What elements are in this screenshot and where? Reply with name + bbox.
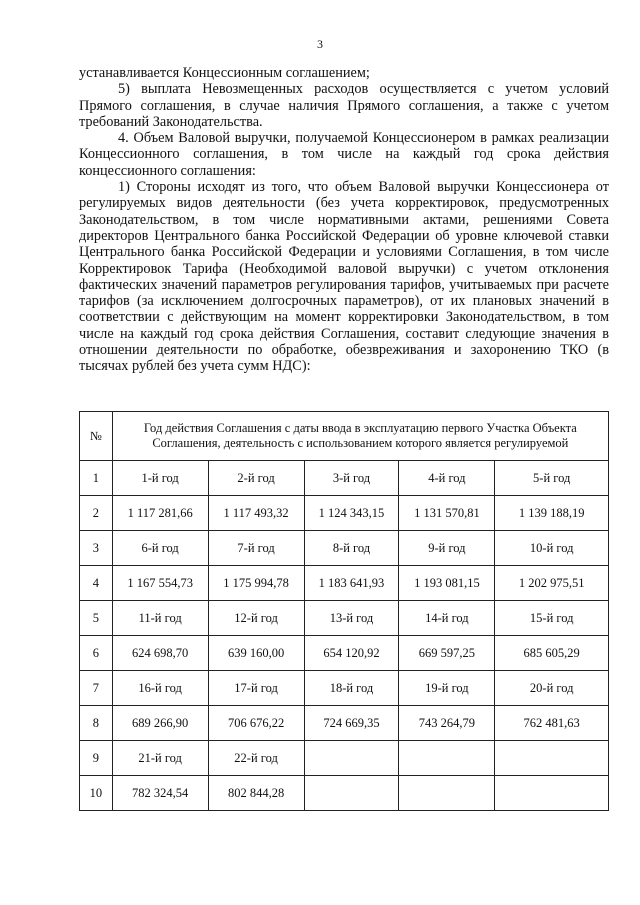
table-row — [80, 531, 609, 566]
row-number: 4 — [80, 566, 113, 601]
table-cell: 1 175 994,78 — [208, 566, 304, 601]
table-cell: 8-й год — [304, 531, 399, 566]
table-row — [80, 461, 609, 496]
table-cell: 1 167 554,73 — [112, 566, 208, 601]
table-cell: 19-й год — [399, 671, 495, 706]
table-cell: 20-й год — [495, 671, 609, 706]
table-row — [80, 636, 609, 671]
revenue-table — [79, 411, 609, 811]
row-number: 9 — [80, 741, 113, 776]
table-cell: 782 324,54 — [112, 776, 208, 811]
paragraph: 1) Стороны исходят из того, что объем Валовой выручки Концессионера от регулируемых видов деятельности (без учета корректировок, предусмотренных Законодательством, в том числе нормативными актами, решениями Совета директоров Центрального банка Российской Федерации об уровне ключевой ставки Центрального банка Российской Федерации и условиями Соглашения, в том числе Корректировок Тарифа (Необходимой валовой выручки) с учетом отклонения фактических значений параметров регулирования тарифов, учитываемых при расчете тарифов (за исключением долгосрочных параметров), от их плановых значений в соответствии с действующим на момент корректировки Законодательством, в том числе на каждый год срока действия Соглашения, составит следующие значения в отношении деятельности по обработке, обезвреживания и захоронению ТКО (в тысячах рублей без учета сумм НДС): — [79, 179, 609, 375]
table-cell — [399, 741, 495, 776]
table-cell: 1-й год — [112, 461, 208, 496]
table-cell: 14-й год — [399, 601, 495, 636]
table-row — [80, 496, 609, 531]
table-row — [80, 706, 609, 741]
table-row — [80, 776, 609, 811]
table-cell: 669 597,25 — [399, 636, 495, 671]
table-cell: 5-й год — [495, 461, 609, 496]
table-cell — [495, 741, 609, 776]
table-cell: 13-й год — [304, 601, 399, 636]
table-cell: 17-й год — [208, 671, 304, 706]
table-cell: 689 266,90 — [112, 706, 208, 741]
table-row — [80, 566, 609, 601]
page-number: 3 — [317, 37, 323, 51]
table-cell: 18-й год — [304, 671, 399, 706]
table-cell: 624 698,70 — [112, 636, 208, 671]
table-cell: 2-й год — [208, 461, 304, 496]
table-cell: 706 676,22 — [208, 706, 304, 741]
row-number: 5 — [80, 601, 113, 636]
table-cell: 1 117 281,66 — [112, 496, 208, 531]
table-cell: 1 202 975,51 — [495, 566, 609, 601]
row-number: 7 — [80, 671, 113, 706]
table-row — [80, 671, 609, 706]
table-cell — [304, 741, 399, 776]
table-cell: 9-й год — [399, 531, 495, 566]
table-cell: 15-й год — [495, 601, 609, 636]
row-number: 6 — [80, 636, 113, 671]
table-cell: 1 131 570,81 — [399, 496, 495, 531]
table-cell: 4-й год — [399, 461, 495, 496]
table-cell: 21-й год — [112, 741, 208, 776]
table-row — [80, 601, 609, 636]
table-cell: 22-й год — [208, 741, 304, 776]
table-cell: 1 183 641,93 — [304, 566, 399, 601]
table-cell: 654 120,92 — [304, 636, 399, 671]
table-cell: 3-й год — [304, 461, 399, 496]
header-number-cell: № — [80, 412, 113, 461]
table-cell: 685 605,29 — [495, 636, 609, 671]
table-cell: 11-й год — [112, 601, 208, 636]
table-row — [80, 741, 609, 776]
table-cell: 1 193 081,15 — [399, 566, 495, 601]
table-cell: 7-й год — [208, 531, 304, 566]
table-cell — [495, 776, 609, 811]
table-cell: 1 139 188,19 — [495, 496, 609, 531]
table-cell — [304, 776, 399, 811]
table-cell: 802 844,28 — [208, 776, 304, 811]
table-cell: 743 264,79 — [399, 706, 495, 741]
table-cell: 724 669,35 — [304, 706, 399, 741]
paragraph: 4. Объем Валовой выручки, получаемой Концессионером в рамках реализации Концессионного соглашения, в том числе на каждый год срока действия концессионного соглашения: — [79, 130, 609, 179]
table-cell: 1 124 343,15 — [304, 496, 399, 531]
paragraph: устанавливается Концессионным соглашением; — [79, 65, 370, 81]
table-cell: 12-й год — [208, 601, 304, 636]
table-cell — [399, 776, 495, 811]
table-cell: 6-й год — [112, 531, 208, 566]
paragraph: 5) выплата Невозмещенных расходов осуществляется с учетом условий Прямого соглашения, в случае наличия Прямого соглашения, а также с учетом требований Законодательства. — [79, 81, 609, 130]
row-number: 8 — [80, 706, 113, 741]
table-cell: 639 160,00 — [208, 636, 304, 671]
document-body — [79, 65, 609, 375]
table-cell: 10-й год — [495, 531, 609, 566]
table-cell: 1 117 493,32 — [208, 496, 304, 531]
row-number: 2 — [80, 496, 113, 531]
header-title-cell: Год действия Соглашения с даты ввода в эксплуатацию первого Участка Объекта Соглашения, деятельность с использованием которого является регулируемой — [112, 412, 608, 461]
table-cell: 16-й год — [112, 671, 208, 706]
table-cell: 762 481,63 — [495, 706, 609, 741]
table-header-row — [80, 412, 609, 461]
row-number: 3 — [80, 531, 113, 566]
row-number: 10 — [80, 776, 113, 811]
row-number: 1 — [80, 461, 113, 496]
